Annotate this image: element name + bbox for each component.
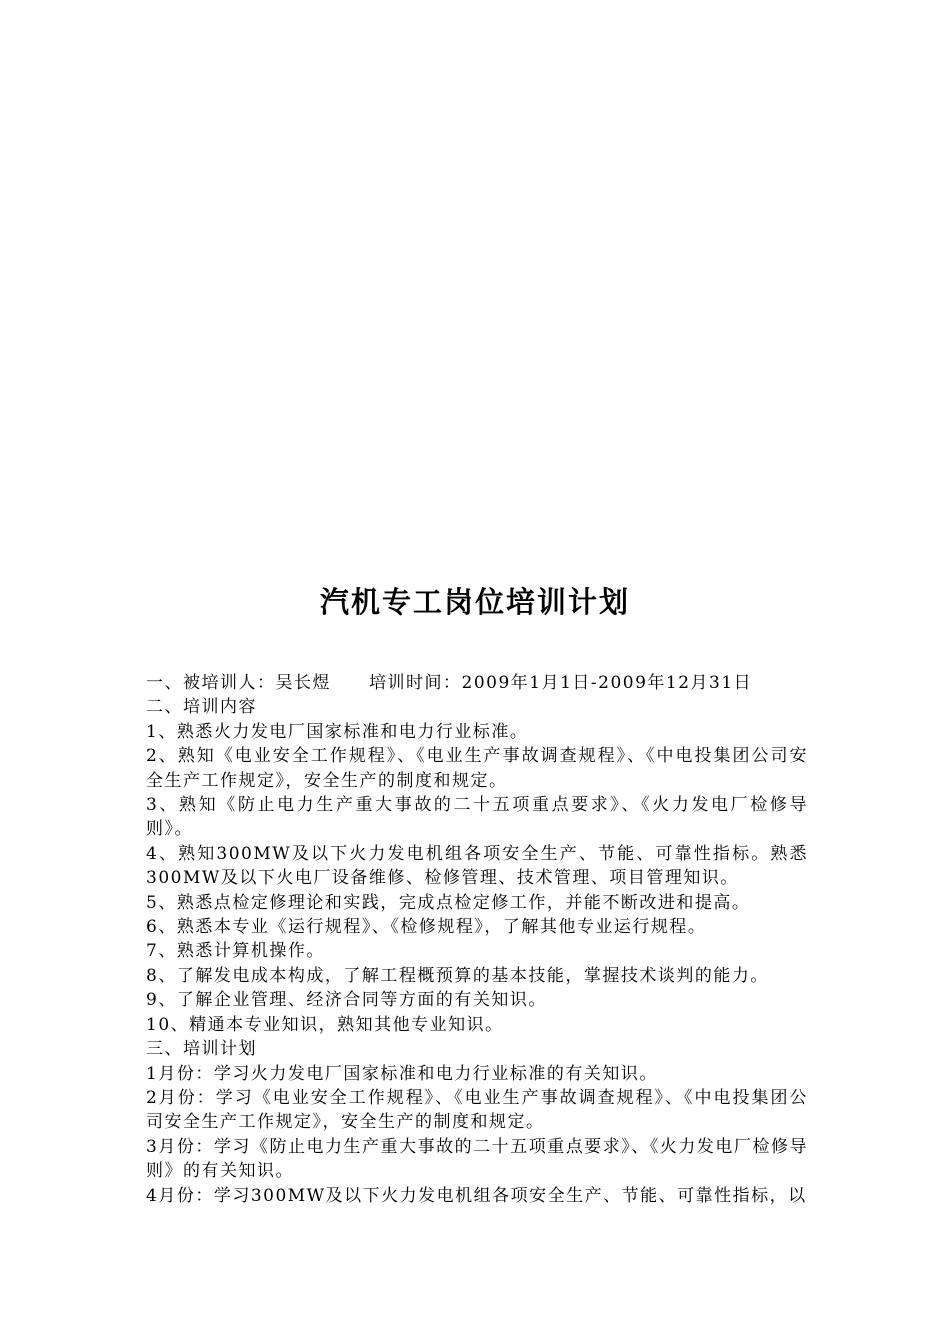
- content-item: 4、熟知300MW及以下火力发电机组各项安全生产、节能、可靠性指标。熟悉300MW及以下火电厂设备维修、检修管理、技术管理、项目管理知识。: [146, 843, 808, 889]
- content-item: 10、精通本专业知识，熟知其他专业知识。: [146, 1014, 504, 1035]
- trainee-label: 一、被培训人：吴长煜: [146, 673, 331, 693]
- content-item: 8、了解发电成本构成，了解工程概预算的基本技能，掌握技术谈判的能力。: [146, 965, 769, 986]
- section-heading-content: 二、培训内容: [146, 697, 257, 718]
- plan-item: 1月份：学习火力发电厂国家标准和电力行业标准的有关知识。: [146, 1063, 658, 1084]
- training-time: 培训时间：2009年1月1日-2009年12月31日: [369, 673, 753, 693]
- content-item: 1、熟悉火力发电厂国家标准和电力行业标准。: [146, 721, 529, 742]
- plan-item: 2月份：学习《电业安全工作规程》、《电业生产事故调查规程》、《中电投集团公司安全生产工作规定》，安全生产的制度和规定。: [146, 1087, 808, 1133]
- content-item: 3、熟知《防止电力生产重大事故的二十五项重点要求》、《火力发电厂检修导则》。: [146, 795, 808, 840]
- content-item: 5、熟悉点检定修理论和实践，完成点检定修工作，并能不断改进和提高。: [146, 892, 751, 913]
- content-item: 9、了解企业管理、经济合同等方面的有关知识。: [146, 990, 547, 1011]
- plan-item: 3月份：学习《防止电力生产重大事故的二十五项重点要求》、《火力发电厂检修导则》的有关知识。: [146, 1136, 808, 1182]
- document-body: [146, 671, 808, 1208]
- trainee-line: [146, 671, 808, 695]
- section-heading-plan: 三、培训计划: [146, 1039, 257, 1060]
- content-item: 2、熟知《电业安全工作规程》、《电业生产事故调查规程》、《中电投集团公司安全生产工作规定》，安全生产的制度和规定。: [146, 746, 808, 791]
- document-title: 汽机专工岗位培训计划: [319, 585, 630, 619]
- content-item: 6、熟悉本专业《运行规程》、《检修规程》，了解其他专业运行规程。: [146, 917, 707, 938]
- content-item: 7、熟悉计算机操作。: [146, 941, 325, 962]
- plan-item: 4月份：学习300MW及以下火力发电机组各项安全生产、节能、可靠性指标，以: [146, 1185, 807, 1206]
